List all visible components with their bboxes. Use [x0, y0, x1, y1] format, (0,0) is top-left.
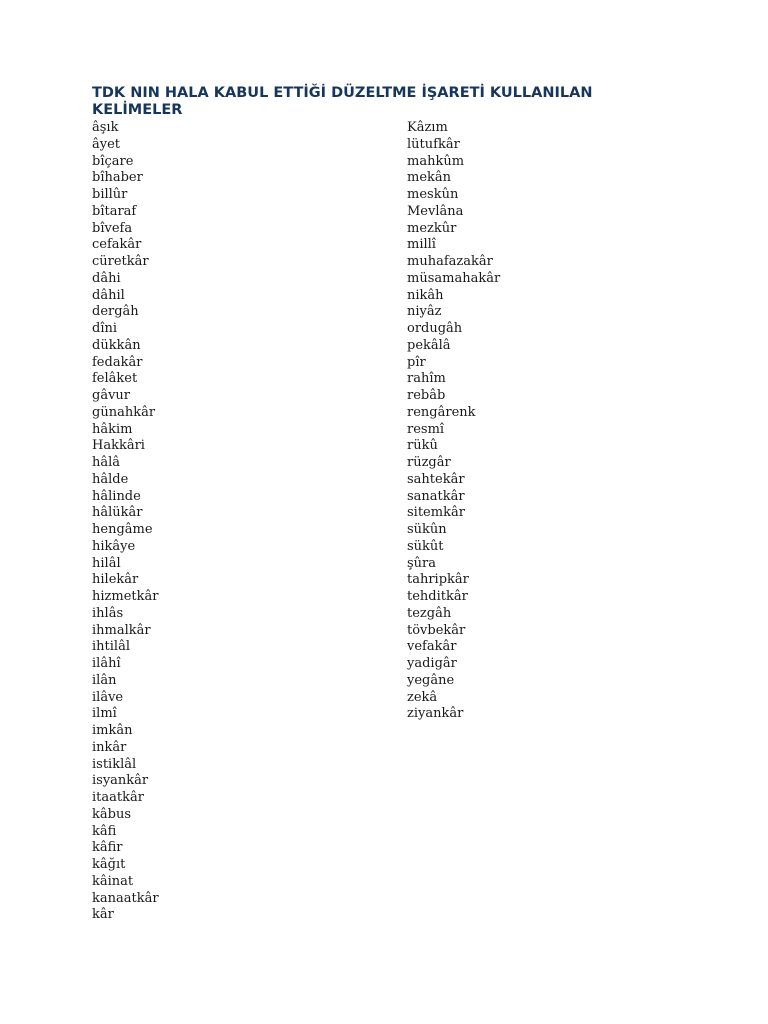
word-item: pekâlâ — [407, 337, 451, 353]
word-item: tövbekâr — [407, 622, 466, 638]
word-item: bîtaraf — [92, 203, 137, 219]
word-item: kâfir — [92, 840, 123, 856]
word-item: bîçare — [92, 153, 134, 169]
word-item: bîhaber — [92, 170, 143, 186]
word-item: hâkim — [92, 421, 133, 437]
word-item: sükûn — [407, 522, 447, 537]
word-item: âyet — [92, 136, 121, 152]
word-item: fedakâr — [92, 354, 143, 370]
word-item: sükût — [407, 538, 444, 554]
word-item: hikâye — [92, 538, 136, 554]
word-item: hilekâr — [92, 572, 139, 588]
word-item: kanaatkâr — [92, 890, 159, 906]
word-item: vefakâr — [407, 639, 457, 655]
word-item: hâlinde — [92, 488, 141, 504]
word-list-right-column — [407, 120, 500, 723]
word-item: ilmî — [92, 706, 117, 722]
word-item: yegâne — [407, 672, 455, 688]
word-item: rahîm — [407, 371, 446, 387]
word-item: mahkûm — [407, 153, 465, 169]
word-item: hengâme — [92, 522, 153, 537]
word-item: muhafazakâr — [407, 254, 493, 269]
word-item: Mevlâna — [407, 203, 464, 219]
word-item: hilâl — [92, 555, 121, 571]
word-item: dergâh — [92, 304, 139, 320]
word-item: sahtekâr — [407, 471, 465, 487]
word-list-left-column — [92, 120, 159, 924]
word-item: kâfi — [92, 823, 117, 839]
word-item: hâlükâr — [92, 505, 143, 521]
word-item: şûra — [407, 555, 437, 571]
word-item: ilân — [92, 672, 117, 688]
word-item: tahripkâr — [407, 572, 469, 588]
word-item: bîvefa — [92, 220, 133, 236]
word-item: billûr — [92, 187, 128, 202]
word-item: rebâb — [407, 388, 446, 403]
word-item: sanatkâr — [407, 488, 465, 504]
word-item: imkân — [92, 723, 133, 738]
word-item: zekâ — [407, 689, 438, 705]
word-item: ordugâh — [407, 321, 463, 336]
word-item: niyâz — [407, 304, 442, 320]
word-item: mezkûr — [407, 220, 457, 236]
word-item: hâlâ — [92, 455, 121, 470]
word-item: meskûn — [407, 187, 459, 202]
word-item: dâhil — [92, 287, 125, 303]
word-item: dâhi — [92, 270, 121, 286]
word-item: ilâhî — [92, 656, 121, 671]
word-item: cefakâr — [92, 237, 142, 253]
word-item: hâlde — [92, 471, 129, 487]
word-item: kâinat — [92, 873, 134, 889]
word-item: ziyankâr — [407, 706, 464, 722]
word-item: dükkân — [92, 337, 141, 353]
word-item: yadigâr — [407, 656, 457, 671]
word-item: itaatkâr — [92, 790, 144, 805]
word-item: rengârenk — [407, 404, 476, 420]
word-item: sitemkâr — [407, 505, 465, 521]
word-item: tezgâh — [407, 605, 452, 621]
word-item: pîr — [407, 354, 426, 370]
word-item: isyankâr — [92, 773, 149, 789]
word-item: dîni — [92, 321, 118, 336]
word-item: ihmalkâr — [92, 622, 151, 638]
word-item: Hakkâri — [92, 438, 145, 454]
word-item: millî — [407, 237, 436, 253]
word-item: felâket — [92, 371, 138, 387]
word-item: kâbus — [92, 806, 131, 822]
word-item: hizmetkâr — [92, 589, 159, 604]
word-item: ilâve — [92, 689, 124, 705]
word-item: gâvur — [92, 388, 131, 403]
word-item: âşık — [92, 120, 119, 135]
word-item: ihlâs — [92, 605, 124, 621]
word-item: rüzgâr — [407, 455, 451, 470]
word-item: lütufkâr — [407, 136, 460, 152]
word-item: ihtilâl — [92, 639, 130, 655]
word-item: kâğıt — [92, 857, 126, 872]
word-item: nikâh — [407, 287, 444, 303]
document-title: TDK NIN HALA KABUL ETTİĞİ DÜZELTME İŞARETİ KULLANILAN KELİMELER — [92, 85, 593, 118]
word-item: rükû — [407, 438, 438, 454]
word-item: müsamahakâr — [407, 270, 501, 286]
word-item: günahkâr — [92, 404, 156, 420]
word-item: istiklâl — [92, 756, 137, 772]
word-item: kâr — [92, 907, 114, 923]
word-item: resmî — [407, 421, 445, 437]
word-item: Kâzım — [407, 120, 448, 135]
word-item: inkâr — [92, 739, 127, 755]
word-item: mekân — [407, 170, 452, 186]
word-item: cüretkâr — [92, 254, 149, 269]
word-item: tehditkâr — [407, 589, 468, 604]
